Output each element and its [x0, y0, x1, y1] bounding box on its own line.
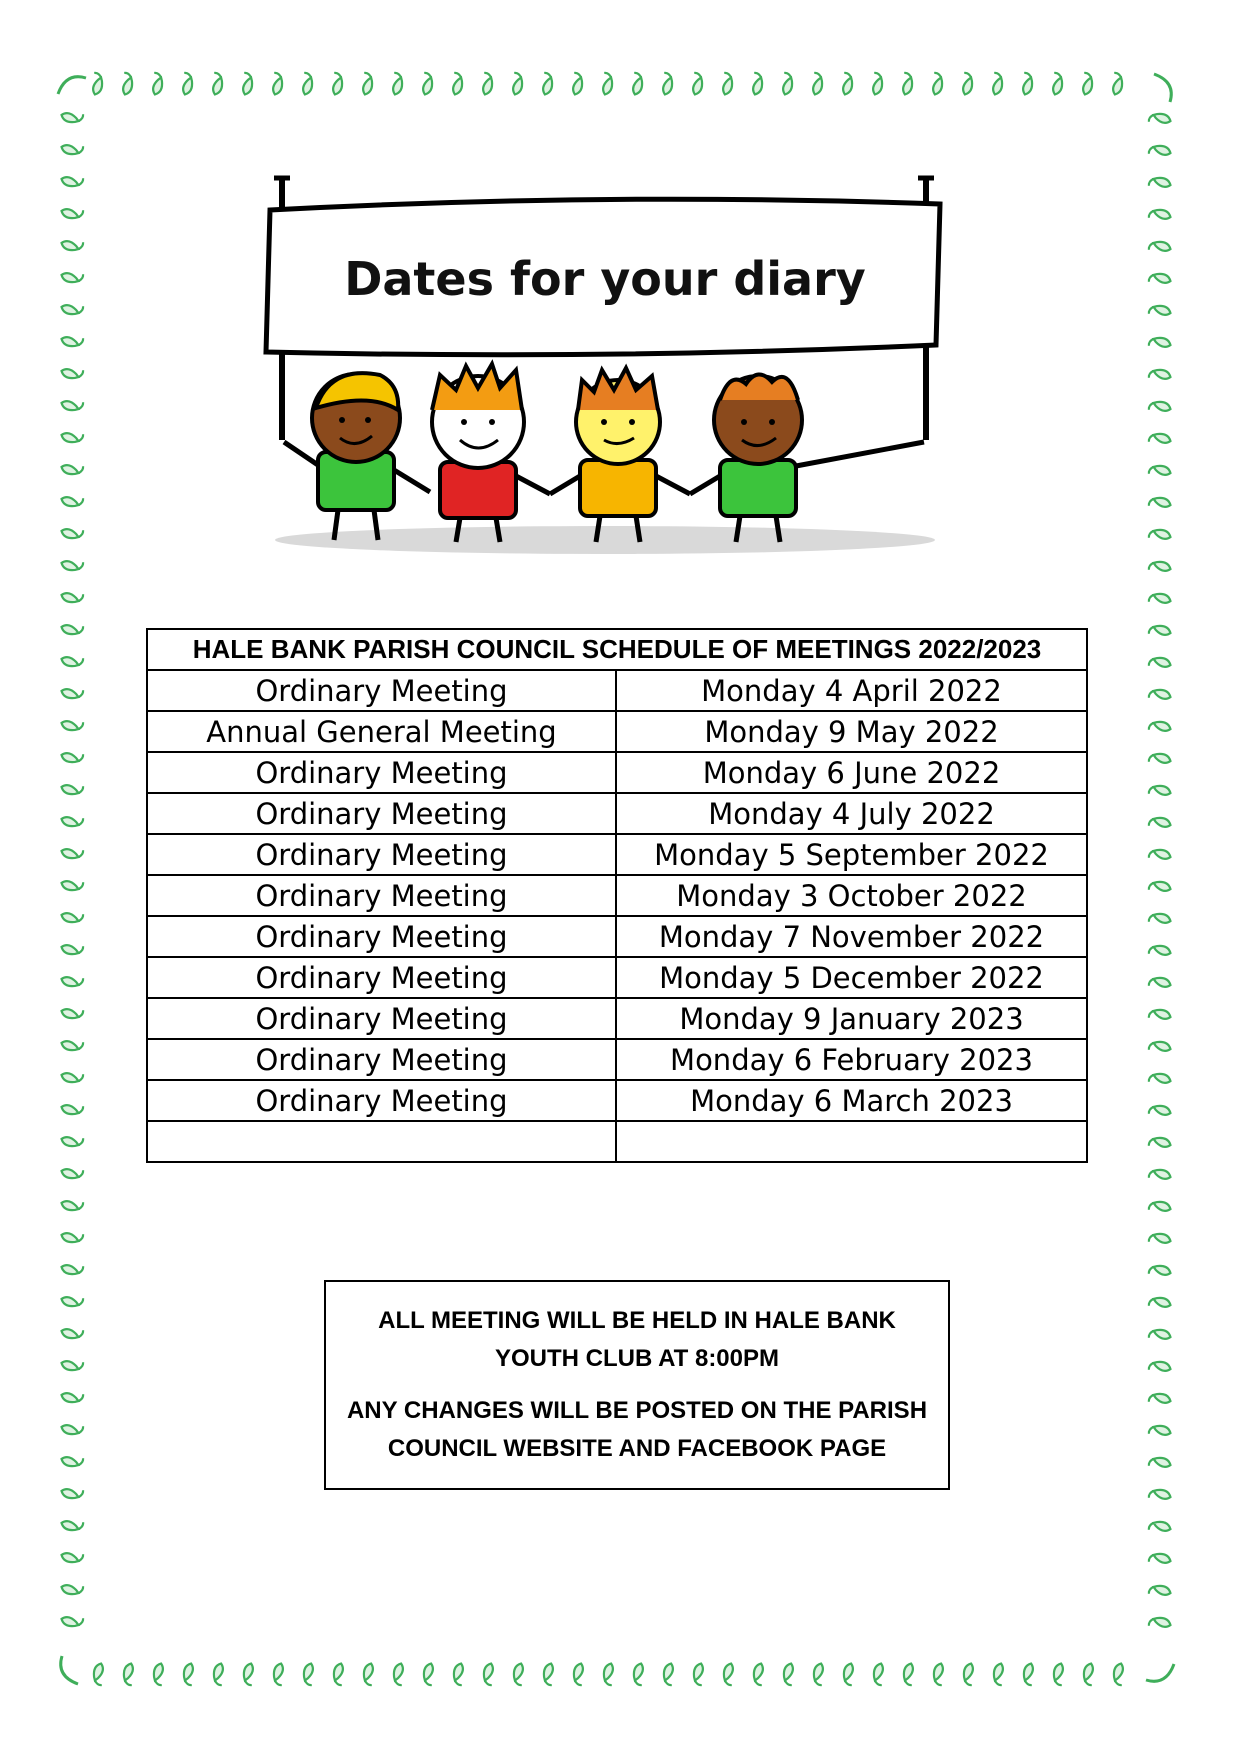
leaf-icon — [657, 72, 675, 96]
leaf-icon — [60, 651, 84, 669]
leaf-icon — [837, 72, 855, 96]
table-row — [147, 752, 1087, 793]
leaf-icon — [60, 1515, 84, 1533]
leaf-icon — [630, 1662, 648, 1686]
leaf-icon — [1148, 494, 1172, 512]
meeting-type-cell: Ordinary Meeting — [147, 834, 616, 875]
leaf-icon — [60, 395, 84, 413]
leaf-icon — [1148, 1390, 1172, 1408]
leaf-icon — [87, 72, 105, 96]
meeting-date-cell: Monday 4 April 2022 — [616, 670, 1087, 711]
leaf-icon — [60, 1323, 84, 1341]
leaf-icon — [1050, 1662, 1068, 1686]
meeting-type-cell: Annual General Meeting — [147, 711, 616, 752]
leaf-icon — [1110, 1662, 1128, 1686]
leaf-icon — [870, 1662, 888, 1686]
meeting-schedule-table — [146, 628, 1088, 1163]
leaf-icon — [1148, 878, 1172, 896]
table-row — [147, 670, 1087, 711]
leaf-icon — [447, 72, 465, 96]
leaf-icon — [387, 72, 405, 96]
leaf-icon — [957, 72, 975, 96]
leaf-icon — [60, 1195, 84, 1213]
leaf-icon — [60, 875, 84, 893]
meeting-date-cell: Monday 5 September 2022 — [616, 834, 1087, 875]
leaf-icon — [60, 203, 84, 221]
leaf-icon — [60, 1227, 84, 1245]
leaf-icon — [60, 715, 84, 733]
leaf-icon — [1148, 782, 1172, 800]
leaf-icon — [60, 811, 84, 829]
table-row — [147, 834, 1087, 875]
meeting-date-cell: Monday 6 March 2023 — [616, 1080, 1087, 1121]
leaf-icon — [60, 1035, 84, 1053]
leaf-icon — [60, 1579, 84, 1597]
leaf-icon — [597, 72, 615, 96]
leaf-icon — [960, 1662, 978, 1686]
meeting-date-cell: Monday 6 June 2022 — [616, 752, 1087, 793]
table-row — [147, 875, 1087, 916]
leaf-icon — [930, 1662, 948, 1686]
meeting-date-cell: Monday 7 November 2022 — [616, 916, 1087, 957]
leaf-icon — [90, 1662, 108, 1686]
leaf-icon — [480, 1662, 498, 1686]
corner-swirl-icon — [1146, 1664, 1174, 1681]
leaf-icon — [570, 1662, 588, 1686]
banner-text: Dates for your diary — [344, 252, 866, 306]
leaf-icon — [60, 1547, 84, 1565]
leaf-icon — [537, 72, 555, 96]
meeting-date-cell: Monday 9 January 2023 — [616, 998, 1087, 1039]
leaf-icon — [330, 1662, 348, 1686]
leaf-icon — [1148, 1166, 1172, 1184]
leaf-icon — [897, 72, 915, 96]
leaf-icon — [750, 1662, 768, 1686]
corner-swirl-icon — [1154, 74, 1171, 102]
leaf-icon — [1148, 1422, 1172, 1440]
table-row — [147, 1080, 1087, 1121]
meeting-type-cell: Ordinary Meeting — [147, 875, 616, 916]
leaf-icon — [720, 1662, 738, 1686]
leaf-icon — [1148, 1614, 1172, 1632]
leaf-icon — [777, 72, 795, 96]
leaf-icon — [1148, 1518, 1172, 1536]
leaf-icon — [60, 171, 84, 189]
leaf-icon — [60, 1067, 84, 1085]
leaf-icon — [1148, 1230, 1172, 1248]
leaf-icon — [1148, 430, 1172, 448]
table-header-row — [147, 629, 1087, 670]
table-row — [147, 998, 1087, 1039]
leaf-icon — [1148, 718, 1172, 736]
leaf-icon — [747, 72, 765, 96]
leaf-icon — [1148, 654, 1172, 672]
leaf-icon — [1017, 72, 1035, 96]
leaf-icon — [1148, 270, 1172, 288]
leaf-icon — [1148, 686, 1172, 704]
leaf-icon — [1148, 302, 1172, 320]
child-figure — [432, 364, 550, 542]
leaf-icon — [1148, 1454, 1172, 1472]
leaf-icon — [507, 72, 525, 96]
leaf-icon — [927, 72, 945, 96]
corner-swirl-icon — [61, 1656, 78, 1684]
child-figure — [690, 374, 924, 542]
leaf-icon — [1148, 366, 1172, 384]
leaf-icon — [237, 72, 255, 96]
meeting-date-cell: Monday 5 December 2022 — [616, 957, 1087, 998]
leaf-icon — [297, 72, 315, 96]
leaf-icon — [390, 1662, 408, 1686]
meeting-notice-box — [324, 1280, 950, 1490]
leaf-icon — [1148, 846, 1172, 864]
leaf-icon — [60, 1131, 84, 1149]
children-holding-banner-illustration — [260, 170, 960, 570]
meeting-type-cell: Ordinary Meeting — [147, 1080, 616, 1121]
leaf-icon — [117, 72, 135, 96]
table-row — [147, 711, 1087, 752]
leaf-icon — [1148, 206, 1172, 224]
leaf-icon — [1148, 1358, 1172, 1376]
meeting-type-cell: Ordinary Meeting — [147, 670, 616, 711]
leaf-icon — [60, 1483, 84, 1501]
leaf-icon — [60, 1611, 84, 1629]
leaf-icon — [1020, 1662, 1038, 1686]
leaf-icon — [840, 1662, 858, 1686]
leaf-icon — [567, 72, 585, 96]
leaf-icon — [1080, 1662, 1098, 1686]
leaf-icon — [60, 1259, 84, 1277]
leaf-icon — [60, 779, 84, 797]
meeting-date-cell: Monday 4 July 2022 — [616, 793, 1087, 834]
leaf-icon — [1148, 1102, 1172, 1120]
leaf-icon — [1148, 1006, 1172, 1024]
leaf-icon — [60, 331, 84, 349]
leaf-icon — [1047, 72, 1065, 96]
meeting-type-cell — [147, 1121, 616, 1162]
table-row — [147, 1121, 1087, 1162]
leaf-icon — [1148, 238, 1172, 256]
leaf-icon — [1148, 462, 1172, 480]
leaf-icon — [60, 971, 84, 989]
changes-notice: ANY CHANGES WILL BE POSTED ON THE PARISH COUNCIL WEBSITE AND FACEBOOK PAGE — [346, 1397, 928, 1462]
child-figure — [550, 368, 690, 542]
leaf-icon — [60, 523, 84, 541]
leaf-icon — [1148, 1070, 1172, 1088]
leaf-icon — [120, 1662, 138, 1686]
schedule-rows — [147, 670, 1087, 1162]
leaf-icon — [1148, 974, 1172, 992]
leaf-icon — [210, 1662, 228, 1686]
leaf-icon — [60, 235, 84, 253]
leaf-icon — [1107, 72, 1125, 96]
leaf-icon — [60, 139, 84, 157]
leaf-icon — [177, 72, 195, 96]
leaf-icon — [150, 1662, 168, 1686]
leaf-icon — [1148, 910, 1172, 928]
leaf-icon — [60, 747, 84, 765]
leaf-icon — [60, 107, 84, 125]
leaf-icon — [357, 72, 375, 96]
leaf-icon — [60, 299, 84, 317]
leaf-icon — [60, 267, 84, 285]
leaf-icon — [627, 72, 645, 96]
leaf-icon — [900, 1662, 918, 1686]
meeting-type-cell: Ordinary Meeting — [147, 916, 616, 957]
leaf-icon — [60, 907, 84, 925]
leaf-icon — [1148, 750, 1172, 768]
leaf-icon — [1148, 558, 1172, 576]
leaf-icon — [687, 72, 705, 96]
leaf-icon — [267, 72, 285, 96]
meeting-type-cell: Ordinary Meeting — [147, 957, 616, 998]
leaf-icon — [1148, 814, 1172, 832]
meeting-date-cell: Monday 6 February 2023 — [616, 1039, 1087, 1080]
leaf-icon — [717, 72, 735, 96]
leaf-icon — [270, 1662, 288, 1686]
leaf-icon — [1148, 1326, 1172, 1344]
meeting-date-cell: Monday 9 May 2022 — [616, 711, 1087, 752]
leaf-icon — [510, 1662, 528, 1686]
leaf-icon — [300, 1662, 318, 1686]
leaf-icon — [1148, 1550, 1172, 1568]
leaf-icon — [1148, 590, 1172, 608]
leaf-icon — [60, 363, 84, 381]
leaf-icon — [60, 427, 84, 445]
meeting-type-cell: Ordinary Meeting — [147, 752, 616, 793]
leaf-icon — [180, 1662, 198, 1686]
leaf-icon — [987, 72, 1005, 96]
leaf-icon — [60, 939, 84, 957]
leaf-icon — [60, 587, 84, 605]
leaf-icon — [1148, 1486, 1172, 1504]
leaf-icon — [360, 1662, 378, 1686]
leaf-icon — [990, 1662, 1008, 1686]
leaf-icon — [417, 72, 435, 96]
leaf-icon — [1148, 1582, 1172, 1600]
leaf-icon — [60, 843, 84, 861]
leaf-icon — [1148, 622, 1172, 640]
leaf-icon — [60, 459, 84, 477]
leaf-icon — [60, 1291, 84, 1309]
child-figure — [284, 373, 430, 540]
leaf-icon — [1077, 72, 1095, 96]
leaf-icon — [207, 72, 225, 96]
leaf-icon — [60, 491, 84, 509]
meeting-date-cell — [616, 1121, 1087, 1162]
leaf-icon — [1148, 1038, 1172, 1056]
leaf-icon — [450, 1662, 468, 1686]
leaf-icon — [60, 1099, 84, 1117]
leaf-icon — [60, 1163, 84, 1181]
table-row — [147, 1039, 1087, 1080]
leaf-icon — [540, 1662, 558, 1686]
leaf-icon — [60, 1451, 84, 1469]
leaf-icon — [1148, 1294, 1172, 1312]
leaf-icon — [60, 1387, 84, 1405]
corner-swirl-icon — [58, 77, 86, 94]
leaf-icon — [1148, 526, 1172, 544]
leaf-icon — [327, 72, 345, 96]
leaf-icon — [690, 1662, 708, 1686]
leaf-icon — [60, 555, 84, 573]
leaf-icon — [240, 1662, 258, 1686]
leaf-icon — [1148, 142, 1172, 160]
leaf-icon — [1148, 1198, 1172, 1216]
leaf-icon — [420, 1662, 438, 1686]
leaf-icon — [60, 1419, 84, 1437]
schedule-title: HALE BANK PARISH COUNCIL SCHEDULE OF MEETINGS 2022/2023 — [147, 629, 1087, 670]
leaf-icon — [147, 72, 165, 96]
leaf-icon — [1148, 110, 1172, 128]
meeting-type-cell: Ordinary Meeting — [147, 1039, 616, 1080]
leaf-icon — [1148, 174, 1172, 192]
leaf-icon — [1148, 1134, 1172, 1152]
table-row — [147, 793, 1087, 834]
leaf-icon — [60, 683, 84, 701]
table-row — [147, 916, 1087, 957]
leaf-icon — [60, 619, 84, 637]
leaf-icon — [780, 1662, 798, 1686]
leaf-icon — [477, 72, 495, 96]
leaf-icon — [60, 1355, 84, 1373]
leaf-icon — [1148, 1262, 1172, 1280]
leaf-icon — [60, 1003, 84, 1021]
meeting-type-cell: Ordinary Meeting — [147, 793, 616, 834]
meeting-type-cell: Ordinary Meeting — [147, 998, 616, 1039]
leaf-icon — [810, 1662, 828, 1686]
table-row — [147, 957, 1087, 998]
leaf-icon — [1148, 334, 1172, 352]
meeting-date-cell: Monday 3 October 2022 — [616, 875, 1087, 916]
leaf-icon — [660, 1662, 678, 1686]
leaf-icon — [600, 1662, 618, 1686]
venue-notice: ALL MEETING WILL BE HELD IN HALE BANK YOUTH CLUB AT 8:00PM — [378, 1307, 896, 1372]
leaf-icon — [1148, 398, 1172, 416]
leaf-icon — [807, 72, 825, 96]
leaf-icon — [1148, 942, 1172, 960]
leaf-icon — [867, 72, 885, 96]
